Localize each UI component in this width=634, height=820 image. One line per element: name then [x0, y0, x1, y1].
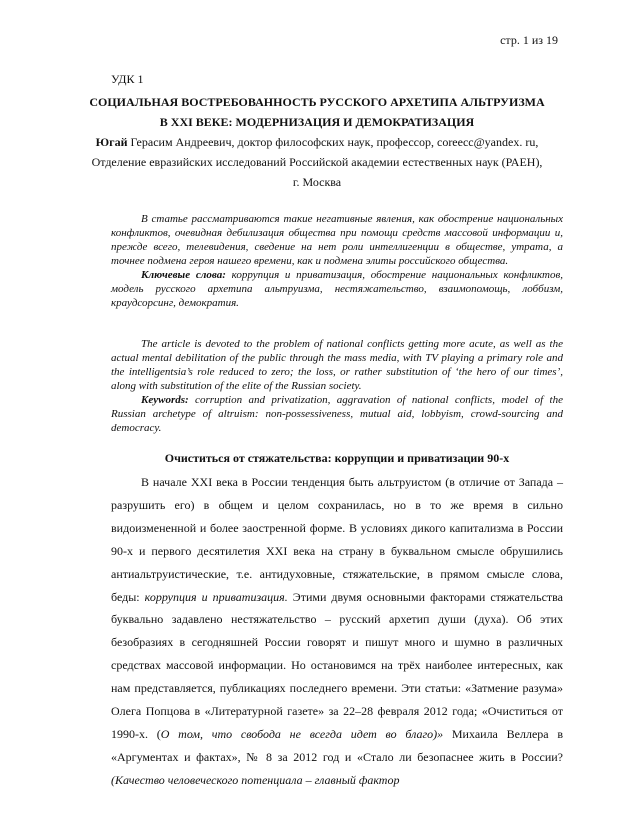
keywords-ru — [111, 268, 563, 310]
page-number: стр. 1 из 19 — [500, 33, 558, 47]
body-paragraph — [111, 471, 563, 792]
keywords-en-label: Keywords: — [141, 394, 189, 406]
body-italic-3: (Качество человеческого потенциала – главный фактор — [111, 772, 400, 787]
author-city: г. Москва — [292, 175, 342, 189]
body-italic-1: коррупция и приватизация. — [144, 589, 288, 604]
body-text-3: Михаила Веллера в «Аргументах и фактах», № 8 за 2012 год и «Стало ли безопаснее жить в России? — [111, 726, 564, 764]
author-info: Герасим Андреевич, доктор философских наук, профессор, coreecc@yandex. ru, — [127, 135, 539, 149]
body-italic-2: О том, что свобода не всегда идет во благо)» — [160, 726, 444, 741]
abstract-ru-text: В статье рассматриваются такие негативные явления, как обострение национальных конфликтов, очевидная дебилизация общества при помощи средств массовой информации и, прежде всего, телевидения, сведение на нет роли интеллигенции в обществе, утрата, а точнее подмена героя нашего времени, как и подмена элиты российского общества. — [111, 213, 563, 267]
section-heading: Очиститься от стяжательства: коррупции и приватизации 90-х — [164, 451, 510, 465]
abstract-en-text: The article is devoted to the problem of national conflicts getting more acute, as well as the actual mental debilitation of the public through the mass media, with TV playing a primary role and the intelligentsia’s role reduced to zero; the loss, or rather substitution of ‘the hero of our times’, along with substitution of the elite of the Russian society. — [111, 338, 563, 392]
abstract-english — [111, 337, 563, 435]
keywords-en-text: corruption and privatization, aggravation of national conflicts, model of the Russian archetype of altruism: non-possessiveness, mutual aid, lobbyism, crowd-sourcing and democracy. — [111, 394, 563, 434]
author-affiliation: Отделение евразийских исследований Российской академии естественных наук (РАЕН), — [91, 155, 543, 169]
keywords-en — [111, 393, 563, 435]
keywords-ru-text: коррупция и приватизация, обострение национальных конфликтов, модель русского архетипа альтруизма, нестяжательство, взаимопомощь, лоббизм, краудсорсинг, демократия. — [111, 269, 564, 309]
author-line — [70, 132, 564, 152]
title-line-1: СОЦИАЛЬНАЯ ВОСТРЕБОВАННОСТЬ РУССКОГО АРХЕТИПА АЛЬТРУИЗМА — [89, 95, 545, 109]
article-title — [70, 92, 564, 132]
author-block — [70, 132, 564, 192]
body-text-1: В начале XXI века в России тенденция быть альтруистом (в отличие от Запада – разрушить его) в общем и целом сохранилась, но в то же время в сильно видоизмененной и более заостренной форме. В условиях дикого капитализма в России 90-х и первого десятилетия XXI века на страну в буквальном смысле обрушились антиальтруистические, т.е. антидуховные, стяжательские, в прямом смысле слова, беды: — [111, 475, 563, 604]
author-surname: Югай — [95, 135, 128, 149]
udc-code: УДК 1 — [111, 72, 144, 86]
keywords-ru-label: Ключевые слова: — [141, 269, 226, 281]
abstract-russian — [111, 212, 563, 310]
body-text-2: Этими двумя основными факторами стяжательства буквально задавлено нестяжательство – русский архетип души (духа). Об этих безобразиях в сегодняшней России говорят и пишут много и шумно в различных средствах массовой информации. Но остановимся на трёх наиболее интересных, как нам представляется, публикациях последнего времени. Эти статьи: «Затмение разума» Олега Попцова в «Литературной газете» за 22–28 февраля 2012 года; «Очиститься от 1990-х. ( — [111, 589, 563, 741]
title-line-2: В XXI ВЕКЕ: МОДЕРНИЗАЦИЯ И ДЕМОКРАТИЗАЦИЯ — [159, 115, 475, 129]
